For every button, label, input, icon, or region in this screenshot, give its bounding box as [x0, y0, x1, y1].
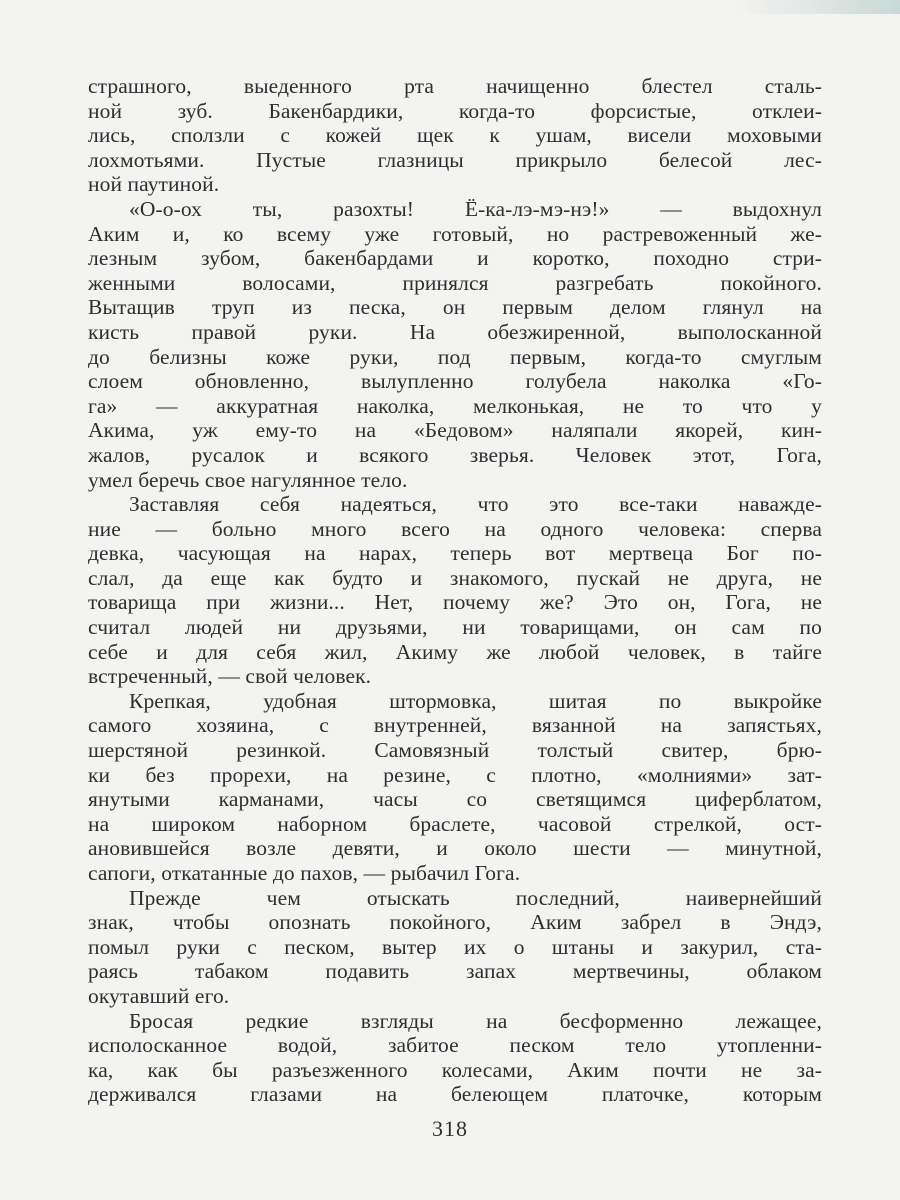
text-line: знак, чтобы опознать покойного, Аким забрел в Эндэ, — [88, 910, 822, 935]
text-line: ки без прорехи, на резине, с плотно, «молниями» зат- — [88, 762, 822, 787]
text-line: лохмотьями. Пустые глазницы прикрыло белесой лес- — [88, 147, 822, 172]
text-line: до белизны коже руки, под первым, когда-то смуглым — [88, 344, 822, 369]
text-line: слоем обновленно, вылупленно голубела наколка «Го- — [88, 369, 822, 394]
text-line: янутыми карманами, часы со светящимся циферблатом, — [88, 787, 822, 812]
text-line: товарища при жизни... Нет, почему же? Это он, Гога, не — [88, 590, 822, 615]
paragraph — [88, 197, 822, 492]
text-line: Акима, уж ему-то на «Бедовом» наляпали якорей, кин- — [88, 418, 822, 443]
text-line: лезным зубом, бакенбардами и коротко, походно стри- — [88, 246, 822, 271]
text-line: самого хозяина, с внутренней, вязанной на запястьях, — [88, 713, 822, 738]
paragraph — [88, 1009, 822, 1107]
text-line: женными волосами, принялся разгребать покойного. — [88, 270, 822, 295]
text-line: сапоги, откатанные до пахов, — рыбачил Гога. — [88, 861, 521, 885]
text-line: ной паутиной. — [88, 172, 220, 197]
text-line: девка, часующая на нарах, теперь вот мертвеца Бог по- — [88, 541, 822, 566]
text-line: кисть правой руки. На обезжиренной, выполосканной — [88, 319, 822, 344]
text-line: ка, как бы разъезженного колесами, Аким почти не за- — [88, 1057, 822, 1082]
text-line: Аким и, ко всему уже готовый, но растревоженный же- — [88, 221, 822, 246]
text-line: держивался глазами на белеющем платочке, которым — [88, 1082, 822, 1107]
text-line: окутавший его. — [88, 983, 230, 1008]
text-line: раясь табаком подавить запах мертвечины, облаком — [88, 959, 822, 984]
text-line: шерстяной резинкой. Самовязный толстый свитер, брю- — [88, 738, 822, 763]
paragraph — [88, 689, 822, 886]
text-line: слал, да еще как будто и знакомого, пускай не друга, не — [88, 565, 822, 590]
text-line: Бросая редкие взгляды на бесформенно лежащее, — [129, 1008, 822, 1033]
text-line: себе и для себя жил, Акиму же любой человек, в тайге — [88, 639, 822, 664]
text-line: считал людей ни друзьями, ни товарищами, он сам по — [88, 615, 822, 640]
page-number: 318 — [432, 1116, 468, 1141]
text-line: Вытащив труп из песка, он первым делом глянул на — [88, 295, 822, 320]
text-line: исполосканное водой, забитое песком тело утопленни- — [88, 1033, 822, 1058]
text-line: Прежде чем отыскать последний, наивернейший — [129, 885, 822, 910]
text-line: на широком наборном браслете, часовой стрелкой, ост- — [88, 811, 822, 836]
text-line: ановившейся возле девяти, и около шести — минутной, — [88, 836, 822, 861]
text-line: жалов, русалок и всякого зверья. Человек этот, Гога, — [88, 442, 822, 467]
text-line: Крепкая, удобная штормовка, шитая по выкройке — [129, 688, 822, 713]
text-line: «О-о-ох ты, разохты! Ё-ка-лэ-мэ-нэ!» — выдохнул — [129, 196, 822, 221]
text-line: га» — аккуратная наколка, мелконькая, не то что у — [88, 393, 822, 418]
text-line: умел беречь свое нагулянное тело. — [88, 467, 408, 492]
text-line: лись, сползли с кожей щек к ушам, висели моховыми — [88, 123, 822, 148]
text-line: страшного, выеденного рта начищенно блестел сталь- — [88, 74, 822, 98]
text-line: ние — больно много всего на одного человека: сперва — [88, 516, 822, 541]
text-line: ной зуб. Бакенбардики, когда-то форсистые, отклеи- — [88, 98, 822, 123]
paragraph — [88, 886, 822, 1009]
paragraph — [88, 492, 822, 689]
paragraph — [88, 74, 822, 197]
page-edge-shadow — [740, 0, 900, 14]
text-line: встреченный, — свой человек. — [88, 664, 372, 689]
text-line: Заставляя себя надеяться, что это все-таки наважде- — [129, 492, 822, 517]
body-text — [88, 74, 822, 1107]
text-line: помыл руки с песком, вытер их о штаны и закурил, ста- — [88, 934, 822, 959]
